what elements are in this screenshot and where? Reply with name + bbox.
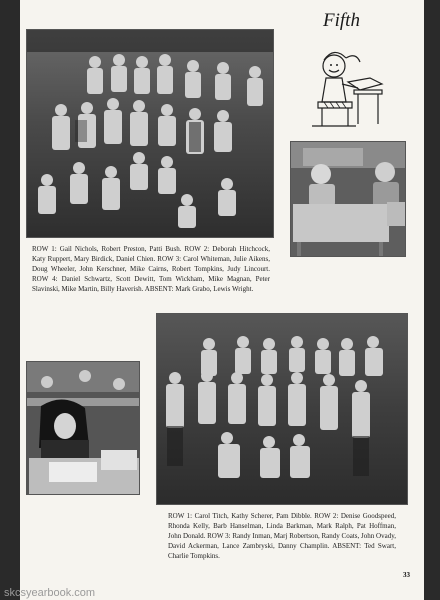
- page-heading: Fifth: [323, 10, 360, 31]
- cartoon-student-illustration: [296, 38, 392, 134]
- class-photo-bottom: [156, 313, 408, 505]
- yearbook-page: [20, 0, 424, 600]
- page-number: 33: [403, 571, 410, 579]
- class-photo-top: [26, 29, 274, 238]
- classroom-photo-right: [290, 141, 406, 257]
- classroom-photo-left: [26, 361, 140, 495]
- watermark: skcsyearbook.com: [4, 587, 96, 599]
- caption-bottom-photo: ROW 1: Carol Titch, Kathy Scherer, Pam Dibble. ROW 2: Denise Goodspeed, Rhonda Kelly, Barb Hanselman, Linda Barkman, Mark Ralph, Pat Hoffman, John Donald. ROW 3: Randy Inman, Marj Robertson, Randy Coats, John Ovady, David Ackerman, Lance Zambryski, Danny Champlin. ABSENT: Ted Swart, Charlie Tompkins.: [168, 512, 396, 560]
- caption-top-photo: ROW 1: Gail Nichols, Robert Preston, Patti Bush. ROW 2: Deborah Hitchcock, Katy Ruppert, Mary Birdick, Daniel Chien. ROW 3: Carol Whiteman, Julie Aikens, Doug Wheeler, John Kerschner, Mike Cairns, Robert Tompkins, Judy Lincourt. ROW 4: Daniel Schwartz, Scott Dewitt, Tom Wickham, Mike Magnan, Peter Slavinski, Mike Martin, Billy Haverish. ABSENT: Mark Grabo, Lewis Wright.: [32, 245, 270, 293]
